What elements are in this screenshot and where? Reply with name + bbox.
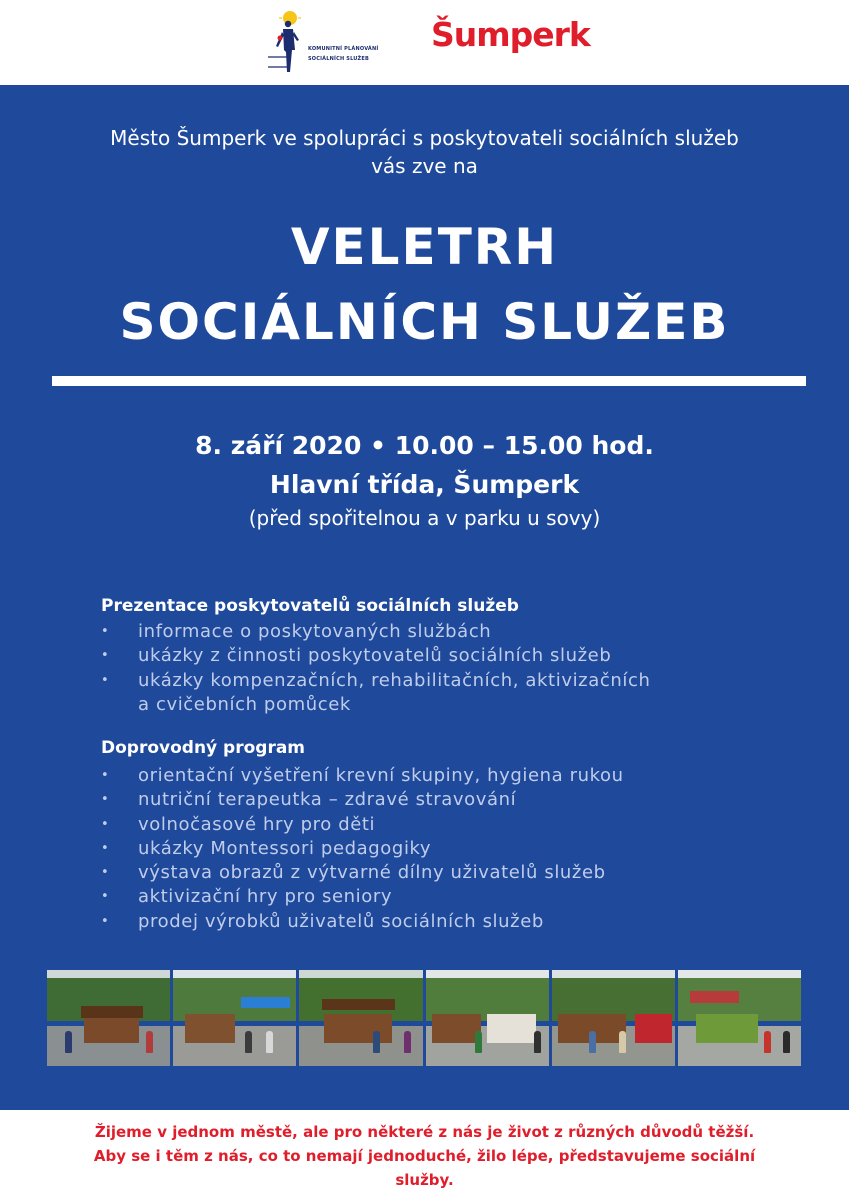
title-underline bbox=[52, 376, 806, 386]
title-line-2: SOCIÁLNÍCH SLUŽEB bbox=[119, 293, 730, 351]
list-item: • nutriční terapeutka – zdravé stravování bbox=[101, 788, 624, 812]
section-heading-presentation: Prezentace poskytovatelů sociálních služeb bbox=[101, 596, 519, 616]
logo-text-line1: KOMUNITNÍ PLÁNOVÁNÍ bbox=[308, 46, 379, 52]
list-item: • orientační vyšetření krevní skupiny, hygiena rukou bbox=[101, 764, 624, 788]
program-list bbox=[101, 764, 624, 934]
event-place: Hlavní třída, Šumperk bbox=[269, 470, 580, 499]
event-photo-1 bbox=[47, 970, 170, 1066]
list-item: • výstava obrazů z výtvarné dílny uživatelů služeb bbox=[101, 861, 624, 885]
footer-line-1: Žijeme v jednom městě, ale pro některé z nás je život z různých důvodů těžší. bbox=[94, 1123, 755, 1141]
photo-strip bbox=[47, 970, 801, 1066]
presentation-list bbox=[101, 620, 650, 717]
sumperk-logo: Šumperk bbox=[431, 15, 590, 54]
footer-line-2: Aby se i těm z nás, co to nemají jednoduché, žilo lépe, představujeme sociální bbox=[93, 1147, 756, 1165]
logo-text-line2: SOCIÁLNÍCH SLUŽEB bbox=[308, 56, 369, 62]
event-photo-5 bbox=[552, 970, 675, 1066]
event-photo-2 bbox=[173, 970, 296, 1066]
list-item: • ukázky Montessori pedagogiky bbox=[101, 837, 624, 861]
figure-sun-icon bbox=[268, 10, 308, 74]
list-item: • aktivizační hry pro seniory bbox=[101, 885, 624, 909]
list-item: • ukázky kompenzačních, rehabilitačních, aktivizačních bbox=[101, 669, 650, 693]
event-photo-3 bbox=[299, 970, 422, 1066]
intro-line-1: Město Šumperk ve spolupráci s poskytovateli sociálních služeb bbox=[110, 126, 739, 150]
list-item: • prodej výrobků uživatelů sociálních služeb bbox=[101, 910, 624, 934]
list-item: • informace o poskytovaných službách bbox=[101, 620, 650, 644]
list-item-continuation: a cvičebních pomůcek bbox=[138, 693, 351, 715]
event-photo-4 bbox=[426, 970, 549, 1066]
list-item: • ukázky z činnosti poskytovatelů sociálních služeb bbox=[101, 644, 650, 668]
event-datetime: 8. září 2020 • 10.00 – 15.00 hod. bbox=[195, 431, 654, 460]
community-planning-logo bbox=[268, 10, 396, 74]
event-place-note: (před spořitelnou a v parku u sovy) bbox=[248, 506, 601, 530]
section-heading-program: Doprovodný program bbox=[101, 738, 306, 758]
header bbox=[0, 0, 849, 85]
list-item: • volnočasové hry pro děti bbox=[101, 813, 624, 837]
event-photo-6 bbox=[678, 970, 801, 1066]
intro-line-2: vás zve na bbox=[371, 154, 478, 178]
title-line-1: VELETRH bbox=[290, 218, 559, 276]
footer-line-3: služby. bbox=[395, 1171, 454, 1189]
